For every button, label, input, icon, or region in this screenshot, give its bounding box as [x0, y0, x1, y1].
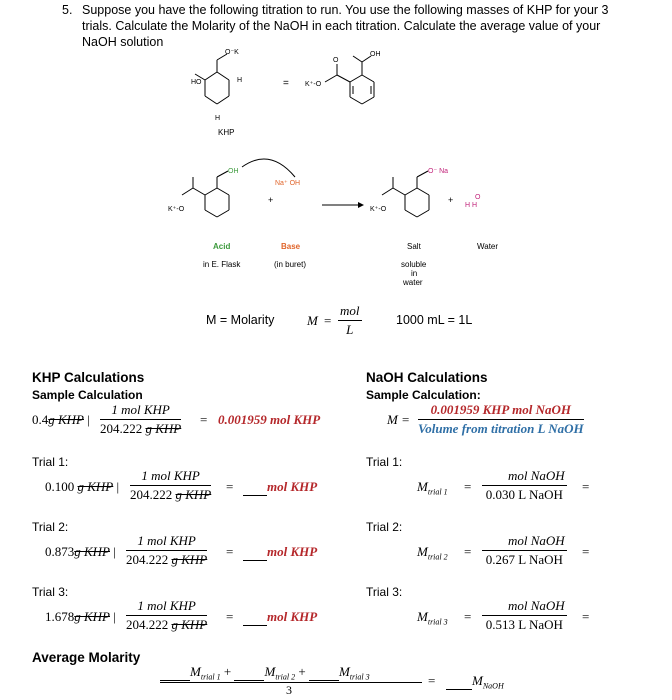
naoh-trial-2-eq-2: = [582, 544, 590, 559]
molarity-label: M = Molarity [206, 313, 275, 327]
acid-label: Acid [213, 242, 231, 251]
average-heading: Average Molarity [32, 650, 141, 665]
khp-trial-1-answer[interactable]: mol KHP [243, 479, 317, 496]
average-denominator: 3 [286, 683, 292, 697]
khp-trial-1-mass: 0.100 g KHP | [45, 479, 120, 494]
naoh-sample-num: 0.001959 KHP mol NaOH [418, 402, 584, 420]
khp-trial-2-fraction: 1 mol KHP 204.222 g KHP [126, 533, 208, 567]
naoh-heading: NaOH Calculations [366, 370, 488, 385]
molarity-eq: = [324, 313, 332, 328]
water-label: Water [477, 242, 499, 251]
khp-sample-fraction [100, 402, 181, 437]
water-formula: H H [465, 202, 478, 209]
naoh-trial-3-label: Trial 3: [366, 585, 403, 599]
naoh-trial-2-eq: = [464, 544, 472, 559]
khp-sample-mass [32, 412, 90, 428]
acid-skeletal [182, 171, 229, 217]
ho-atom: HO [191, 79, 202, 86]
salt-note-1: soluble [401, 260, 427, 269]
question-text: Suppose you have the following titration to run. You use the following masses of KHP for your 3 trials. Calculate the Molarity of the NaOH in each titration. Calculate the average value of your NaOH solution [82, 3, 609, 49]
molarity-denominator: L [346, 322, 354, 337]
h-atom-bottom: H [215, 115, 221, 122]
plus-sign-2: + [448, 195, 454, 205]
naoh-trial-1-eq-2: = [582, 479, 590, 494]
base-label: Base [281, 242, 301, 251]
khp-sample-result: 0.001959 mol KHP [218, 412, 321, 427]
khp-trial-2-answer[interactable]: mol KHP [243, 544, 317, 561]
base-formula: Na⁺ OH [275, 180, 301, 187]
reaction-arrow-head [358, 202, 364, 208]
naoh-trial-3-eq: = [464, 609, 472, 624]
khp-trial-2-mass: 0.873g KHP | [45, 544, 116, 559]
khp-sample-eq: = [200, 412, 208, 427]
naoh-trial-2-fraction: mol NaOH 0.267 L NaOH [482, 533, 567, 568]
khp-trial-1-label: Trial 1: [32, 455, 69, 469]
salt-ona: O⁻ Na [428, 168, 449, 175]
naoh-trial-3-m: $M_{trial 3}$ [417, 609, 448, 627]
salt-skeletal [382, 171, 429, 217]
k-o-atom: K⁺-O [305, 81, 322, 88]
h-atom: H [237, 77, 243, 84]
base-location: (in buret) [274, 260, 307, 269]
salt-label: Salt [407, 242, 421, 251]
average-numerator[interactable]: $M_{trial 1} + M_{trial 2} + M_{trial 3}$ [160, 664, 422, 683]
oh-atom: OH [370, 51, 381, 58]
acid-location: in E. Flask [203, 260, 241, 269]
khp-label: KHP [218, 128, 235, 137]
khp-trial-2-eq: = [226, 544, 234, 559]
khp-sample-den: 204.222 g KHP [100, 421, 182, 436]
average-result[interactable]: $M_{NaOH}$ [446, 673, 504, 691]
naoh-sample-den: Volume from titration L NaOH [418, 421, 584, 436]
naoh-sample-heading: Sample Calculation: [366, 388, 481, 402]
khp-structure-diagram [165, 42, 395, 142]
naoh-trial-3-fraction: mol NaOH 0.513 L NaOH [482, 598, 567, 633]
molarity-fraction [338, 303, 362, 338]
khp-trial-3-answer[interactable]: mol KHP [243, 609, 317, 626]
khp-sample-unit: g KHP [48, 412, 84, 427]
khp-trial-2-label: Trial 2: [32, 520, 69, 534]
ok-atom: O⁻K [225, 49, 239, 56]
khp-trial-1-eq: = [226, 479, 234, 494]
naoh-trial-2-m: $M_{trial 2}$ [417, 544, 448, 562]
molarity-m: M [307, 313, 318, 328]
khp-trial-3-label: Trial 3: [32, 585, 69, 599]
average-eq: = [428, 673, 436, 688]
salt-note-2: in [411, 269, 418, 278]
acid-k-o: K⁺-O [168, 206, 185, 213]
naoh-trial-3-eq-2: = [582, 609, 590, 624]
naoh-trial-2-label: Trial 2: [366, 520, 403, 534]
naoh-trial-1-m: $M_{trial 1}$ [417, 479, 448, 497]
khp-sample-mass-value: 0.4 [32, 412, 49, 427]
o-atom: O [333, 57, 339, 64]
khp-trial-3-eq: = [226, 609, 234, 624]
naoh-trial-1-fraction: mol NaOH 0.030 L NaOH [482, 468, 567, 503]
naoh-trial-1-label: Trial 1: [366, 455, 403, 469]
curved-arrow [242, 159, 295, 177]
naoh-sample-fraction [418, 402, 584, 437]
khp-sample-num: 1 mol KHP [100, 402, 181, 420]
reaction-diagram [160, 155, 520, 235]
naoh-trial-1-eq: = [464, 479, 472, 494]
khp-sample-bar: | [87, 412, 90, 427]
khp-sample-heading: Sample Calculation [32, 388, 143, 402]
acid-oh: OH [228, 168, 239, 175]
khp-trial-3-fraction: 1 mol KHP 204.222 g KHP [126, 598, 208, 632]
plus-sign-1: + [268, 195, 274, 205]
naoh-sample-m-eq: M = [387, 412, 410, 427]
question-number: 5. [62, 3, 73, 17]
conversion-note: 1000 mL = 1L [396, 313, 473, 327]
water-o: O [475, 194, 481, 201]
salt-k-o: K⁺-O [370, 206, 387, 213]
molarity-numerator: mol [338, 303, 362, 321]
khp-trial-1-fraction: 1 mol KHP 204.222 g KHP [130, 468, 212, 502]
khp-heading: KHP Calculations [32, 370, 145, 385]
salt-note-3: water [403, 278, 423, 287]
khp-trial-3-mass: 1.678g KHP | [45, 609, 116, 624]
equals-sign: = [283, 78, 289, 89]
